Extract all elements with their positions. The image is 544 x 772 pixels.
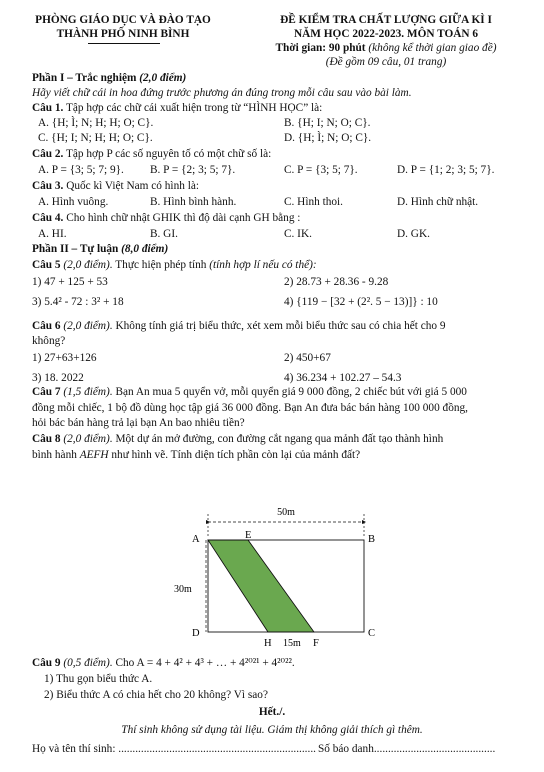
q5-expr-3: 3) 5.4² - 72 : 3² + 18 [32, 296, 124, 308]
q3-option-c: C. Hình thoi. [284, 196, 343, 208]
city-name: THÀNH PHỐ NINH BÌNH [56, 28, 190, 40]
school-year-subject: NĂM HỌC 2022-2023. MÔN TOÁN 6 [293, 28, 479, 40]
end-mark: Hết./. [258, 706, 286, 718]
q9-sub-2: 2) Biểu thức A có chia hết cho 20 không? Vì sao? [44, 689, 268, 701]
vertex-d: D [192, 628, 200, 639]
q2-option-c: C. P = {3; 5; 7}. [284, 164, 358, 176]
q4-option-c: C. IK. [284, 228, 312, 240]
q7-line-2: đồng mỗi chiếc, 1 bộ đồ dùng học tập giá 36 000 đồng. Bạn An đưa bác bán hàng 100 000 đồng, [32, 402, 468, 414]
vertex-a: A [192, 534, 200, 545]
q3-option-a: A. Hình vuông. [38, 196, 109, 208]
pages-note: (Đề gồm 09 câu, 01 trang) [325, 56, 447, 68]
q1-stem: Câu 1. Tập hợp các chữ cái xuất hiện trong từ “HÌNH HỌC” là: [32, 102, 323, 114]
vertex-f: F [313, 638, 319, 649]
time-note: (không kể thời gian giao đề) [368, 42, 497, 54]
q5-expr-1: 1) 47 + 125 + 53 [32, 276, 108, 288]
q4-stem: Câu 4. Cho hình chữ nhật GHIK thì độ dài cạnh GH bằng : [32, 212, 301, 224]
candidate-name-field: Họ và tên thí sinh: ...................................................................... [32, 743, 316, 755]
q6-expr-2: 2) 450+67 [284, 352, 331, 364]
q2-option-b: B. P = {2; 3; 5; 7}. [150, 164, 236, 176]
q8-line-2: bình hành AEFH như hình vẽ. Tính diện tích phần còn lại của mảnh đất? [32, 449, 361, 461]
q7-line-3: hỏi bác bán hàng trả lại bạn An bao nhiêu tiền? [32, 417, 245, 429]
part1-title: Phần I – Trắc nghiệm (2,0 điểm) [32, 72, 187, 84]
part1-instruction: Hãy viết chữ cái in hoa đứng trước phương án đúng trong mỗi câu sau vào bài làm. [32, 87, 412, 99]
q9-stem: Câu 9 (0,5 điểm). Cho A = 4 + 4² + 4³ + … + 4²⁰²¹ + 4²⁰²². [32, 657, 295, 669]
q3-option-b: B. Hình bình hành. [150, 196, 237, 208]
land-figure [170, 500, 385, 652]
q6-expr-4: 4) 36.234 + 102.27 – 54.3 [284, 372, 402, 384]
q9-sub-1: 1) Thu gọn biểu thức A. [44, 673, 153, 685]
vertex-c: C [368, 628, 376, 639]
road-parallelogram [208, 540, 314, 632]
height-label: 30m [174, 584, 192, 595]
vertex-e: E [245, 530, 252, 541]
q6-expr-1: 1) 27+63+126 [32, 352, 97, 364]
q2-options [32, 164, 532, 178]
q1-option-b: B. {H; I; N; O; C}. [284, 117, 371, 129]
time-label: Thời gian: 90 phút [275, 42, 366, 54]
q4-option-b: B. GI. [150, 228, 178, 240]
q3-stem: Câu 3. Quốc kì Việt Nam có hình là: [32, 180, 199, 192]
q3-option-d: D. Hình chữ nhật. [397, 196, 479, 208]
q2-option-a: A. P = {3; 5; 7; 9}. [38, 164, 124, 176]
vertex-h: H [264, 638, 272, 649]
q3-options [32, 196, 532, 210]
q4-option-a: A. HI. [38, 228, 67, 240]
q6-stem-cont: không? [32, 335, 66, 347]
q4-option-d: D. GK. [397, 228, 430, 240]
q7-line-1: Câu 7 (1,5 điểm). Bạn An mua 5 quyển vở, mỗi quyển giá 9 000 đồng, 2 chiếc bút với giá 5 000 [32, 386, 467, 398]
q2-stem: Câu 2. Tập hợp P các số nguyên tố có một chữ số là: [32, 148, 272, 160]
q6-expr-3: 3) 18. 2022 [32, 372, 84, 384]
q8-line-1: Câu 8 (2,0 điểm). Một dự án mở đường, con đường cắt ngang qua mảnh đất tạo thành hình [32, 433, 444, 445]
exam-title: ĐỀ KIỂM TRA CHẤT LƯỢNG GIỮA KÌ I [280, 14, 492, 26]
part2-title: Phần II – Tự luận (8,0 điểm) [32, 243, 169, 255]
candidate-id-field: Số báo danh........................................... [318, 743, 496, 755]
q5-expr-4: 4) {119 − [32 + (2². 5 − 13)]} : 10 [284, 296, 438, 308]
q2-option-d: D. P = {1; 2; 3; 5; 7}. [397, 164, 495, 176]
q1-option-d: D. {H; Ì; N; O; C}. [284, 132, 372, 144]
q5-expr-2: 2) 28.73 + 28.36 - 9.28 [284, 276, 389, 288]
footer-note: Thí sinh không sử dụng tài liệu. Giám thị không giải thích gì thêm. [121, 724, 423, 736]
exam-time [238, 42, 534, 56]
q5-stem: Câu 5 (2,0 điểm). Thực hiện phép tính (tính hợp lí nếu có thể): [32, 259, 317, 271]
q6-stem: Câu 6 (2,0 điểm). Không tính giá trị biểu thức, xét xem mỗi biểu thức sau có chia hết cho 9 [32, 320, 446, 332]
q1-option-c: C. {H; I; N; H; H; O; C}. [38, 132, 153, 144]
department-name: PHÒNG GIÁO DỤC VÀ ĐÀO TẠO [35, 14, 211, 26]
vertex-b: B [368, 534, 376, 545]
q4-options [32, 228, 532, 242]
segment-label: 15m [283, 638, 301, 649]
header-left-underline [88, 43, 160, 44]
q1-option-a: A. {H; Ì; N; H; H; O; C}. [38, 117, 154, 129]
width-label: 50m [277, 507, 295, 518]
